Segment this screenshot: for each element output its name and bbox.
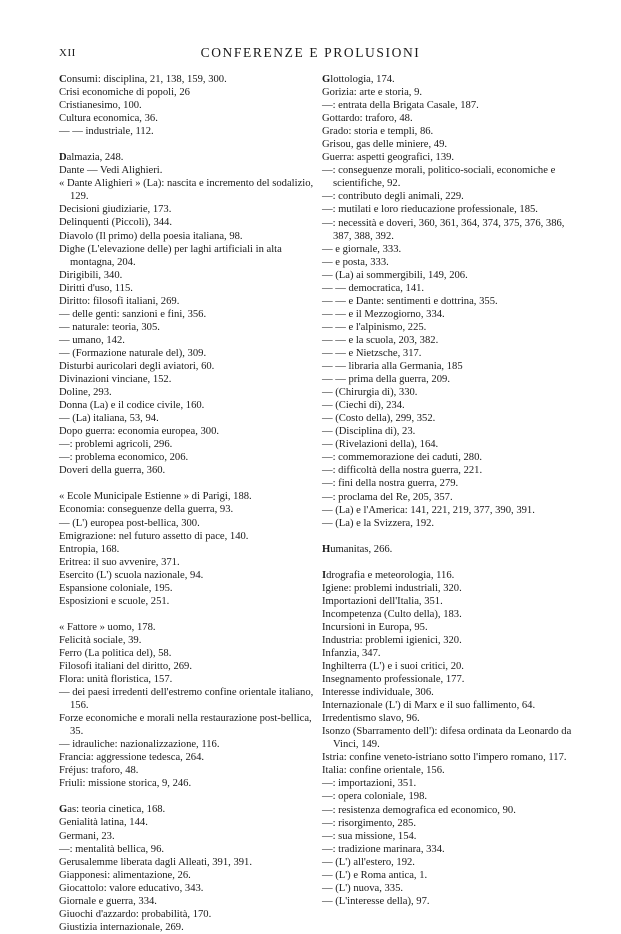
index-entry: — — e Nietzsche, 317. xyxy=(322,347,422,359)
index-entry: Inghilterra (L') e i suoi critici, 20. xyxy=(322,661,464,673)
index-column-left xyxy=(59,73,327,934)
section-gap xyxy=(59,790,327,803)
index-entry: —: fini della nostra guerra, 279. xyxy=(322,478,459,490)
index-entry: —: resistenza demografica ed economico, 90. xyxy=(322,804,516,816)
index-entry: Gottardo: traforo, 48. xyxy=(322,113,413,125)
index-entry: — (Chirurgia di), 330. xyxy=(322,387,418,399)
index-entry: — (L'interesse della), 97. xyxy=(322,895,430,907)
index-entry: Giustizia internazionale, 269. xyxy=(59,921,184,933)
index-entry: Ferro (La politica del), 58. xyxy=(59,647,172,659)
index-entry: Genialità latina, 144. xyxy=(59,817,148,829)
index-entry: Glottologia, 174. xyxy=(322,74,395,85)
index-entry: Insegnamento professionale, 177. xyxy=(322,674,465,686)
index-entry: Giuochi d'azzardo: probabilità, 170. xyxy=(59,908,212,920)
index-entry: Cultura economica, 36. xyxy=(59,113,158,125)
index-entry: Internazionale (L') di Marx e il suo fallimento, 64. xyxy=(322,700,536,712)
index-entry: Francia: aggressione tedesca, 264. xyxy=(59,752,205,764)
section-gap xyxy=(59,138,327,151)
index-entry: « Ecole Municipale Estienne » di Parigi, 188. xyxy=(59,491,252,503)
index-entry: Entropia, 168. xyxy=(59,543,120,555)
index-entry: — (La) italiana, 53, 94. xyxy=(59,413,159,425)
index-entry: Importazioni dell'Italia, 351. xyxy=(322,595,443,607)
index-entry: Disturbi auricolari degli aviatori, 60. xyxy=(59,360,215,372)
index-entry: — — e Dante: sentimenti e dottrina, 355. xyxy=(322,295,498,307)
index-entry: — (Formazione naturale del), 309. xyxy=(59,347,207,359)
running-title: CONFERENZE E PROLUSIONI xyxy=(200,45,421,60)
index-entry: —: importazioni, 351. xyxy=(322,778,417,790)
index-entry: — idrauliche: nazionalizzazione, 116. xyxy=(59,739,220,751)
index-entry: —: opera coloniale, 198. xyxy=(322,791,428,803)
index-entry: — umano, 142. xyxy=(59,334,125,346)
index-entry: « Fattore » uomo, 178. xyxy=(59,621,156,633)
index-entry: — (La) e l'America: 141, 221, 219, 377, 390, 391. xyxy=(322,504,535,516)
index-entry: —: sua missione, 154. xyxy=(322,830,417,842)
index-entry: —: difficoltà della nostra guerra, 221. xyxy=(322,465,483,477)
index-entry: Economia: conseguenze della guerra, 93. xyxy=(59,504,234,516)
index-entry: — — e la scuola, 203, 382. xyxy=(322,334,439,346)
section-gap xyxy=(322,530,580,543)
section-gap xyxy=(59,608,327,621)
index-entry: Donna (La) e il codice civile, 160. xyxy=(59,400,205,412)
index-entry: — (L') nuova, 335. xyxy=(322,882,404,894)
index-entry: —: problemi agricoli, 296. xyxy=(59,439,173,451)
index-entry: Esposizioni e scuole, 251. xyxy=(59,595,170,607)
index-entry: — (Rivelazioni della), 164. xyxy=(322,439,439,451)
index-entry: — — e il Mezzogiorno, 334. xyxy=(322,308,445,320)
index-entry: Emigrazione: nel futuro assetto di pace, 140. xyxy=(59,530,249,542)
index-entry: Industria: problemi igienici, 320. xyxy=(322,634,462,646)
index-entry: Delinquenti (Piccoli), 344. xyxy=(59,217,172,229)
index-entry: « Dante Alighieri » (La): nascita e incremento del sodalizio, 129. xyxy=(59,178,314,203)
index-entry: Diritto: filosofi italiani, 269. xyxy=(59,295,180,307)
page-number: XII xyxy=(59,47,76,59)
index-entry: — naturale: teoria, 305. xyxy=(59,321,160,333)
index-entry: Flora: unità floristica, 157. xyxy=(59,674,173,686)
index-entry: Cristianesimo, 100. xyxy=(59,100,142,112)
index-entry: —: contributo degli animali, 229. xyxy=(322,191,464,203)
index-entry: Gorizia: arte e storia, 9. xyxy=(322,87,423,99)
index-entry: — (L') all'estero, 192. xyxy=(322,856,415,868)
index-entry: Consumi: disciplina, 21, 138, 159, 300. xyxy=(59,74,227,85)
index-entry: — (L') europea post-bellica, 300. xyxy=(59,517,200,529)
index-entry: Idrografia e meteorologia, 116. xyxy=(322,569,455,581)
index-entry: — (La) e la Svizzera, 192. xyxy=(322,517,435,529)
index-entry: — — industriale, 112. xyxy=(59,126,154,138)
index-entry: — (La) ai sommergibili, 149, 206. xyxy=(322,269,468,281)
index-entry: Filosofi italiani del diritto, 269. xyxy=(59,660,193,672)
index-entry: Germani, 23. xyxy=(59,830,115,842)
index-entry: Gerusalemme liberata dagli Alleati, 391, 391. xyxy=(59,856,252,868)
index-entry: Grado: storia e templi, 86. xyxy=(322,126,434,138)
index-entry: — — democratica, 141. xyxy=(322,282,425,294)
index-entry: Incursioni in Europa, 95. xyxy=(322,621,428,633)
index-entry: Italia: confine orientale, 156. xyxy=(322,765,445,777)
index-entry: Giornale e guerra, 334. xyxy=(59,895,157,907)
index-entry: Esercito (L') scuola nazionale, 94. xyxy=(59,569,204,581)
index-entry: Felicità sociale, 39. xyxy=(59,634,142,646)
index-entry: Igiene: problemi industriali, 320. xyxy=(322,582,462,594)
index-entry: — e giornale, 333. xyxy=(322,243,402,255)
index-entry: —: entrata della Brigata Casale, 187. xyxy=(322,100,479,112)
index-entry: Decisioni giudiziarie, 173. xyxy=(59,204,172,216)
index-entry: Dalmazia, 248. xyxy=(59,152,124,164)
section-gap xyxy=(322,556,580,569)
index-entry: —: mentalità bellica, 96. xyxy=(59,843,165,855)
index-entry: — — libraria alla Germania, 185 xyxy=(322,361,463,373)
index-entry: —: proclama del Re, 205, 357. xyxy=(322,491,453,503)
index-entry: Irredentismo slavo, 96. xyxy=(322,713,420,725)
index-entry: —: tradizione marinara, 334. xyxy=(322,843,445,855)
index-entry: Espansione coloniale, 195. xyxy=(59,582,173,594)
index-column-right xyxy=(322,73,580,908)
index-entry: — — e l'alpinismo, 225. xyxy=(322,321,427,333)
index-entry: Istria: confine veneto-istriano sotto l'impero romano, 117. xyxy=(322,752,567,764)
index-entry: — (Disciplina di), 23. xyxy=(322,426,416,438)
index-entry: Interesse individuale, 306. xyxy=(322,687,434,699)
index-entry: Incompetenza (Culto della), 183. xyxy=(322,608,462,620)
index-entry: Giapponesi: alimentazione, 26. xyxy=(59,869,191,881)
index-entry: Diritti d'uso, 115. xyxy=(59,282,133,294)
index-entry: Isonzo (Sbarramento dell'): difesa ordinata da Leonardo da Vinci, 149. xyxy=(322,726,572,751)
index-entry: — delle genti: sanzioni e fini, 356. xyxy=(59,308,207,320)
index-entry: Humanitas, 266. xyxy=(322,543,393,555)
index-entry: — — prima della guerra, 209. xyxy=(322,374,450,386)
index-entry: Friuli: missione storica, 9, 246. xyxy=(59,778,192,790)
index-entry: Dirigibili, 340. xyxy=(59,269,123,281)
index-entry: —: problema economico, 206. xyxy=(59,452,189,464)
index-entry: —: necessità e doveri, 360, 361, 364, 374, 375, 376, 386, 387, 388, 392. xyxy=(322,217,565,242)
index-entry: Fréjus: traforo, 48. xyxy=(59,765,139,777)
index-entry: —: conseguenze morali, politico-sociali, economiche e scientifiche, 92. xyxy=(322,165,556,190)
index-entry: — (Costo della), 299, 352. xyxy=(322,413,436,425)
index-entry: Infanzia, 347. xyxy=(322,647,381,659)
index-entry: Grisou, gas delle miniere, 49. xyxy=(322,139,448,151)
index-entry: Doveri della guerra, 360. xyxy=(59,465,166,477)
index-entry: Dopo guerra: economia europea, 300. xyxy=(59,426,220,438)
index-entry: Divinazioni vinciane, 152. xyxy=(59,374,172,386)
index-entry: — (L') e Roma antica, 1. xyxy=(322,869,428,881)
index-entry: Eritrea: il suo avvenire, 371. xyxy=(59,556,180,568)
index-entry: — (Ciechi di), 234. xyxy=(322,400,405,412)
index-entry: Diavolo (Il primo) della poesia italiana, 98. xyxy=(59,230,243,242)
index-entry: —: risorgimento, 285. xyxy=(322,817,416,829)
index-entry: Forze economiche e morali nella restaurazione post-bellica, 35. xyxy=(59,713,312,738)
index-entry: Gas: teoria cinetica, 168. xyxy=(59,804,166,816)
index-entry: Dighe (L'elevazione delle) per laghi artificiali in alta montagna, 204. xyxy=(59,243,282,268)
index-entry: Crisi economiche di popoli, 26 xyxy=(59,87,190,99)
index-entry: Dante — Vedi Alighieri. xyxy=(59,165,163,177)
index-entry: — dei paesi irredenti dell'estremo confine orientale italiano, 156. xyxy=(59,687,314,712)
index-entry: — e posta, 333. xyxy=(322,256,389,268)
index-entry: Giocattolo: valore educativo, 343. xyxy=(59,882,204,894)
section-gap xyxy=(59,477,327,490)
index-entry: —: mutilati e loro rieducazione professionale, 185. xyxy=(322,204,538,216)
index-entry: Doline, 293. xyxy=(59,387,112,399)
index-entry: Guerra: aspetti geografici, 139. xyxy=(322,152,455,164)
index-entry: —: commemorazione dei caduti, 280. xyxy=(322,452,483,464)
